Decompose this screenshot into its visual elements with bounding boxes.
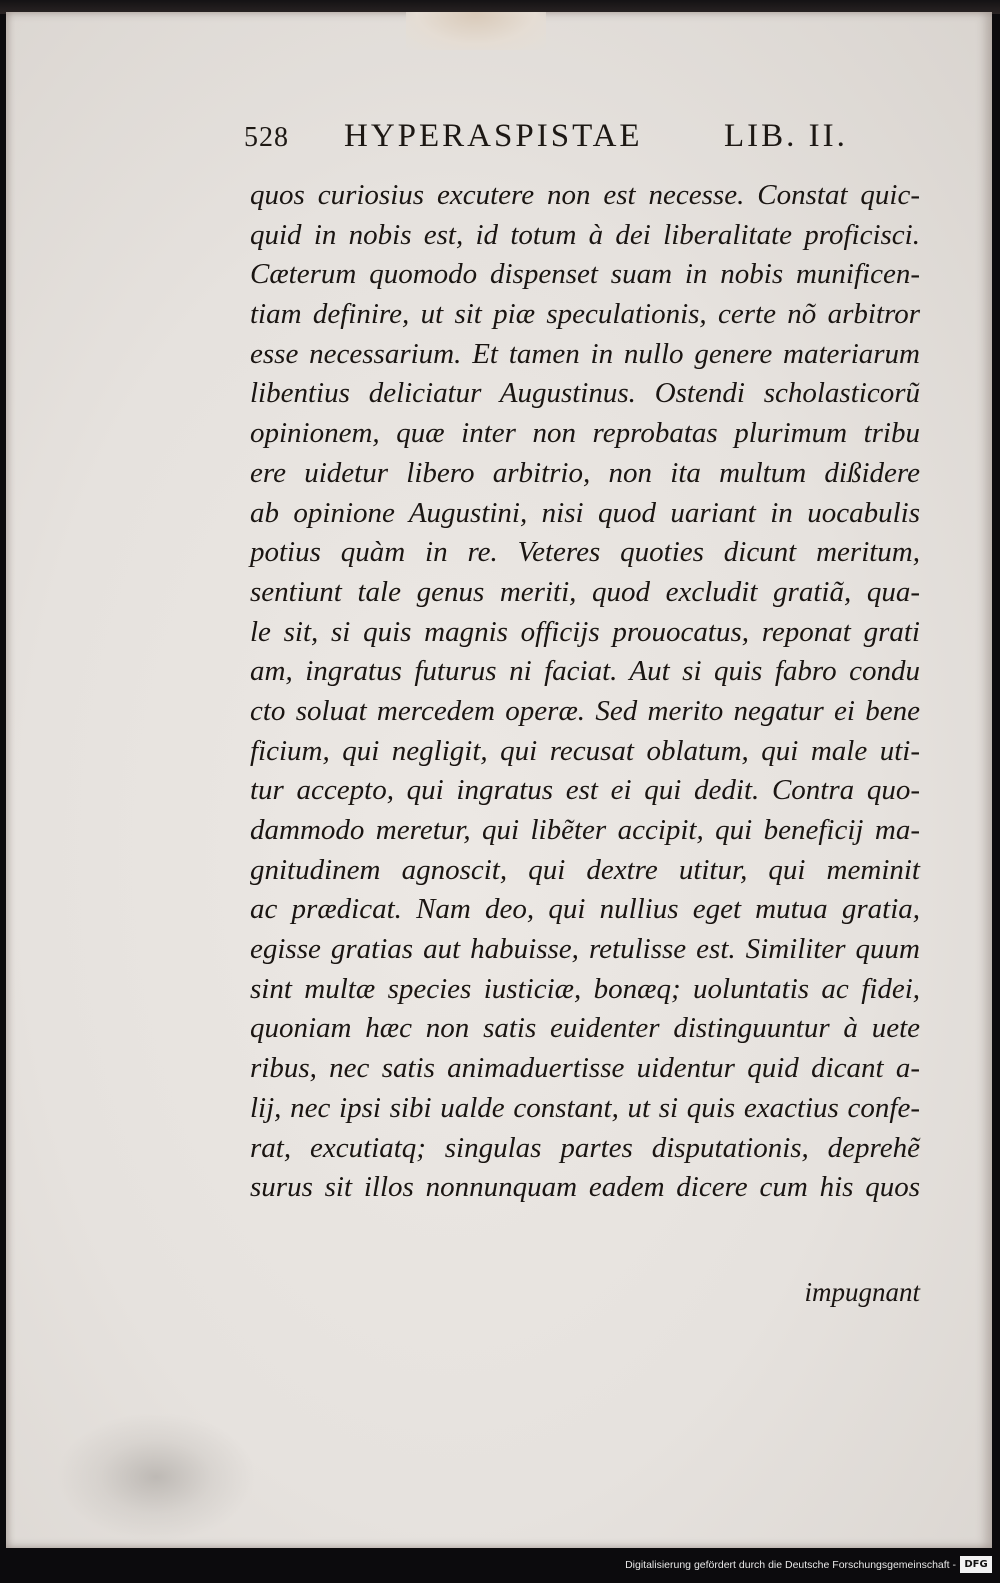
text-line: quoniam hæc non satis euidenter distinguuntur à uete <box>250 1012 920 1045</box>
text-line: le sit, si quis magnis officijs prouocatus, reponat grati <box>250 615 920 648</box>
text-line: quid in nobis est, id totum à dei liberalitate proficisci. <box>250 218 920 251</box>
book-number: LIB. II. <box>724 118 848 154</box>
text-line: cto soluat mercedem operæ. Sed merito negatur ei bene <box>250 694 920 727</box>
text-line: lij, nec ipsi sibi ualde constant, ut si quis exactius confe- <box>250 1091 920 1124</box>
text-line: esse necessarium. Et tamen in nullo genere materiarum <box>250 337 920 370</box>
text-line: ac prædicat. Nam deo, qui nullius eget mutua gratia, <box>250 893 920 926</box>
running-title: HYPERASPISTAE <box>344 118 643 154</box>
text-line: sentiunt tale genus meriti, quod excludit gratiã, qua- <box>250 575 920 608</box>
text-line: libentius deliciatur Augustinus. Ostendi scholasticorũ <box>250 377 920 410</box>
digitization-footer <box>0 1548 1000 1583</box>
funding-credit: Digitalisierung gefördert durch die Deutsche Forschungsgemeinschaft - <box>625 1559 956 1571</box>
text-line: dammodo meretur, qui libẽter accipit, qui beneficij ma- <box>250 814 920 846</box>
text-line: quos curiosius excutere non est necesse. Constat quic- <box>250 179 920 211</box>
text-line: ficium, qui negligit, qui recusat oblatum, qui male uti- <box>250 734 920 767</box>
text-line: surus sit illos nonnunquam eadem dicere cum his quos <box>250 1171 920 1204</box>
body-text <box>250 176 920 1208</box>
paper-smudge <box>56 1412 256 1542</box>
text-line: rat, excutiatq; singulas partes disputationis, deprehẽ <box>250 1131 920 1164</box>
text-line: gnitudinem agnoscit, qui dextre utitur, qui meminit <box>250 853 920 886</box>
text-line: ribus, nec satis animaduertisse uidentur quid dicant a- <box>250 1052 920 1085</box>
running-head <box>244 118 884 162</box>
text-line: egisse gratias aut habuisse, retulisse est. Similiter quum <box>250 933 920 966</box>
text-line: sint multæ species iusticiæ, bonæq; uoluntatis ac fidei, <box>250 972 920 1005</box>
page-number: 528 <box>244 122 289 153</box>
dfg-logo: DFG <box>960 1556 992 1573</box>
text-line: tiam definire, ut sit piæ speculationis, certe nõ arbitror <box>250 298 920 331</box>
text-line: opinionem, quæ inter non reprobatas plurimum tribu <box>250 417 920 450</box>
text-line: ere uidetur libero arbitrio, non ita multum dißidere <box>250 456 920 489</box>
catchword: impugnant <box>804 1277 920 1307</box>
paper-stain <box>406 12 546 50</box>
text-line: ab opinione Augustini, nisi quod uariant in uocabulis <box>250 496 920 529</box>
text-line: Cæterum quomodo dispenset suam in nobis munificen- <box>250 258 920 291</box>
text-line: potius quàm in re. Veteres quoties dicunt meritum, <box>250 536 920 569</box>
text-line: am, ingratus futurus ni faciat. Aut si quis fabro condu <box>250 655 920 688</box>
text-line: tur accepto, qui ingratus est ei qui dedit. Contra quo- <box>250 774 920 807</box>
